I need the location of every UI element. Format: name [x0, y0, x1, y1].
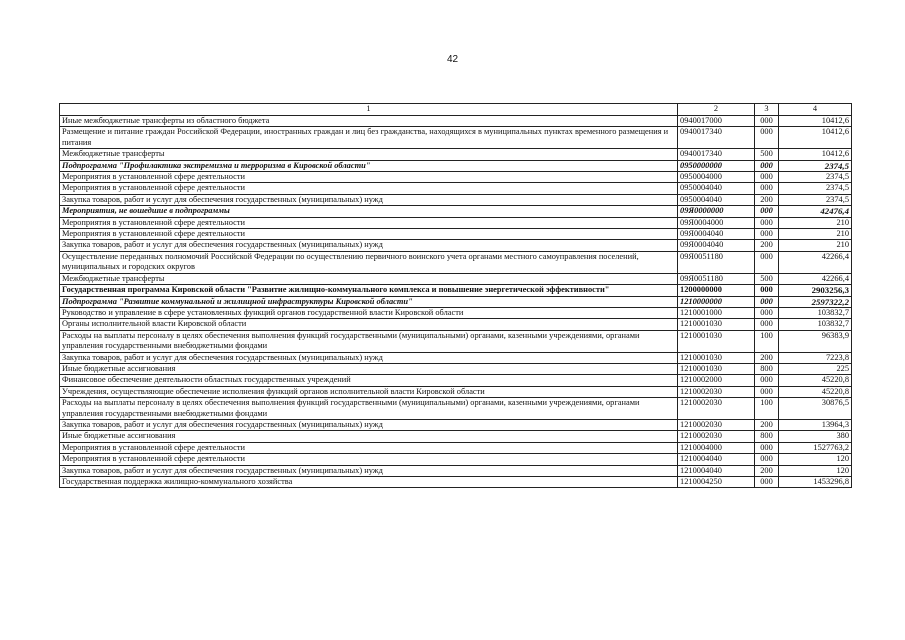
- budget-table: [59, 103, 852, 488]
- table-row: [60, 206, 852, 217]
- row-sum-cell: 10412,6: [779, 149, 852, 160]
- row-type-cell: 000: [755, 386, 779, 397]
- row-code-cell: 09Я0000000: [678, 206, 755, 217]
- row-type-cell: 200: [755, 419, 779, 430]
- row-sum-cell: 210: [779, 217, 852, 228]
- row-name-cell: Мероприятия в установленной сфере деятельности: [60, 183, 678, 194]
- row-code-cell: 1210002030: [678, 419, 755, 430]
- table-row: [60, 217, 852, 228]
- row-code-cell: 09Я0004040: [678, 229, 755, 240]
- row-sum-cell: 96383,9: [779, 330, 852, 352]
- row-code-cell: 09Я0051180: [678, 273, 755, 284]
- row-sum-cell: 1453296,8: [779, 477, 852, 488]
- row-name-cell: Иные бюджетные ассигнования: [60, 363, 678, 374]
- row-code-cell: 1210001030: [678, 319, 755, 330]
- table-row: [60, 194, 852, 205]
- row-type-cell: 000: [755, 251, 779, 273]
- table-row: [60, 398, 852, 420]
- row-sum-cell: 2374,5: [779, 183, 852, 194]
- row-code-cell: 1210001030: [678, 352, 755, 363]
- column-header-code: 2: [678, 104, 755, 116]
- column-header-type: 3: [755, 104, 779, 116]
- row-type-cell: 000: [755, 307, 779, 318]
- row-name-cell: Иные межбюджетные трансферты из областного бюджета: [60, 116, 678, 127]
- table-row: [60, 352, 852, 363]
- row-code-cell: 1210004250: [678, 477, 755, 488]
- row-name-cell: Мероприятия в установленной сфере деятельности: [60, 454, 678, 465]
- row-sum-cell: 1527763,2: [779, 442, 852, 453]
- row-name-cell: Руководство и управление в сфере установленных функций органов государственной власти Кировской области: [60, 307, 678, 318]
- row-name-cell: Закупка товаров, работ и услуг для обеспечения государственных (муниципальных) нужд: [60, 352, 678, 363]
- table-header-row: [60, 104, 852, 116]
- row-type-cell: 100: [755, 398, 779, 420]
- row-code-cell: 1210002030: [678, 386, 755, 397]
- row-code-cell: 1210002030: [678, 431, 755, 442]
- row-code-cell: 0950004040: [678, 194, 755, 205]
- row-code-cell: 0950004040: [678, 183, 755, 194]
- table-row: [60, 330, 852, 352]
- row-type-cell: 800: [755, 363, 779, 374]
- row-sum-cell: 42266,4: [779, 273, 852, 284]
- row-name-cell: Расходы на выплаты персоналу в целях обеспечения выполнения функций государственными (муниципальными) органами, казенными учреждениями, органами управления государственными внебюджетными фондами: [60, 330, 678, 352]
- row-name-cell: Расходы на выплаты персоналу в целях обеспечения выполнения функций государственными (муниципальными) органами, казенными учреждениями, органами управления государственными внебюджетными фондами: [60, 398, 678, 420]
- table-row: [60, 307, 852, 318]
- row-code-cell: 1210001030: [678, 330, 755, 352]
- row-name-cell: Мероприятия в установленной сфере деятельности: [60, 442, 678, 453]
- row-name-cell: Иные бюджетные ассигнования: [60, 431, 678, 442]
- row-sum-cell: 10412,6: [779, 127, 852, 149]
- table-row: [60, 454, 852, 465]
- row-name-cell: Мероприятия в установленной сфере деятельности: [60, 217, 678, 228]
- table-row: [60, 240, 852, 251]
- row-code-cell: 1210000000: [678, 296, 755, 307]
- row-name-cell: Учреждения, осуществляющие обеспечение исполнения функций органов исполнительной власти Кировской области: [60, 386, 678, 397]
- row-code-cell: 09Я0004000: [678, 217, 755, 228]
- row-type-cell: 000: [755, 319, 779, 330]
- row-type-cell: 200: [755, 194, 779, 205]
- table-row: [60, 273, 852, 284]
- table-row: [60, 296, 852, 307]
- table-row: [60, 319, 852, 330]
- row-type-cell: 000: [755, 217, 779, 228]
- table-row: [60, 363, 852, 374]
- table-row: [60, 251, 852, 273]
- row-name-cell: Осуществление переданных полномочий Российской Федерации по осуществлению первичного воинского учета органами местного самоуправления поселений, муниципальных и городских округов: [60, 251, 678, 273]
- row-code-cell: 0940017000: [678, 116, 755, 127]
- row-name-cell: Органы исполнительной власти Кировской области: [60, 319, 678, 330]
- column-header-name: 1: [60, 104, 678, 116]
- row-sum-cell: 2597322,2: [779, 296, 852, 307]
- row-code-cell: 1210002030: [678, 398, 755, 420]
- row-code-cell: 09Я0051180: [678, 251, 755, 273]
- column-header-sum: 4: [779, 104, 852, 116]
- row-code-cell: 0950000000: [678, 160, 755, 171]
- budget-table-body: [60, 104, 852, 488]
- table-row: [60, 431, 852, 442]
- table-row: [60, 465, 852, 476]
- row-name-cell: Межбюджетные трансферты: [60, 149, 678, 160]
- table-row: [60, 419, 852, 430]
- row-name-cell: Мероприятия в установленной сфере деятельности: [60, 229, 678, 240]
- row-name-cell: Закупка товаров, работ и услуг для обеспечения государственных (муниципальных) нужд: [60, 194, 678, 205]
- row-sum-cell: 10412,6: [779, 116, 852, 127]
- table-row: [60, 172, 852, 183]
- row-sum-cell: 380: [779, 431, 852, 442]
- table-row: [60, 285, 852, 296]
- row-name-cell: Межбюджетные трансферты: [60, 273, 678, 284]
- row-type-cell: 000: [755, 296, 779, 307]
- row-sum-cell: 45220,8: [779, 375, 852, 386]
- page-number: 42: [446, 54, 459, 65]
- row-name-cell: Государственная программа Кировской области "Развитие жилищно-коммунального комплекса и повышение энергетической эффективности": [60, 285, 678, 296]
- row-sum-cell: 120: [779, 454, 852, 465]
- table-row: [60, 386, 852, 397]
- row-code-cell: 1210001000: [678, 307, 755, 318]
- row-type-cell: 000: [755, 375, 779, 386]
- row-name-cell: Мероприятия, не вошедшие в подпрограммы: [60, 206, 678, 217]
- row-type-cell: 000: [755, 127, 779, 149]
- row-type-cell: 000: [755, 229, 779, 240]
- table-row: [60, 149, 852, 160]
- row-sum-cell: 225: [779, 363, 852, 374]
- row-sum-cell: 210: [779, 229, 852, 240]
- row-type-cell: 000: [755, 285, 779, 296]
- row-type-cell: 200: [755, 352, 779, 363]
- row-code-cell: 1210002000: [678, 375, 755, 386]
- row-name-cell: Государственная поддержка жилищно-коммунального хозяйства: [60, 477, 678, 488]
- row-name-cell: Размещение и питание граждан Российской Федерации, иностранных граждан и лиц без гражданства, находящихся в муниципальных пунктах временного размещения и питания: [60, 127, 678, 149]
- row-sum-cell: 42476,4: [779, 206, 852, 217]
- table-row: [60, 375, 852, 386]
- row-type-cell: 000: [755, 172, 779, 183]
- row-sum-cell: 120: [779, 465, 852, 476]
- row-type-cell: 000: [755, 454, 779, 465]
- row-code-cell: 09Я0004040: [678, 240, 755, 251]
- table-row: [60, 183, 852, 194]
- row-sum-cell: 103832,7: [779, 319, 852, 330]
- row-type-cell: 200: [755, 465, 779, 476]
- row-type-cell: 200: [755, 240, 779, 251]
- row-sum-cell: 7223,8: [779, 352, 852, 363]
- row-sum-cell: 13964,3: [779, 419, 852, 430]
- row-type-cell: 000: [755, 206, 779, 217]
- row-name-cell: Закупка товаров, работ и услуг для обеспечения государственных (муниципальных) нужд: [60, 240, 678, 251]
- row-sum-cell: 103832,7: [779, 307, 852, 318]
- table-row: [60, 116, 852, 127]
- table-row: [60, 477, 852, 488]
- row-name-cell: Финансовое обеспечение деятельности областных государственных учреждений: [60, 375, 678, 386]
- table-row: [60, 229, 852, 240]
- row-sum-cell: 2903256,3: [779, 285, 852, 296]
- row-type-cell: 000: [755, 183, 779, 194]
- row-type-cell: 800: [755, 431, 779, 442]
- table-row: [60, 160, 852, 171]
- row-sum-cell: 42266,4: [779, 251, 852, 273]
- row-type-cell: 500: [755, 149, 779, 160]
- row-code-cell: 1210001030: [678, 363, 755, 374]
- row-name-cell: Мероприятия в установленной сфере деятельности: [60, 172, 678, 183]
- row-sum-cell: 210: [779, 240, 852, 251]
- row-name-cell: Подпрограмма "Развитие коммунальной и жилищной инфраструктуры Кировской области": [60, 296, 678, 307]
- row-code-cell: 1200000000: [678, 285, 755, 296]
- row-sum-cell: 2374,5: [779, 160, 852, 171]
- row-type-cell: 000: [755, 116, 779, 127]
- row-name-cell: Закупка товаров, работ и услуг для обеспечения государственных (муниципальных) нужд: [60, 419, 678, 430]
- table-row: [60, 127, 852, 149]
- table-row: [60, 442, 852, 453]
- row-code-cell: 0940017340: [678, 149, 755, 160]
- row-type-cell: 500: [755, 273, 779, 284]
- row-sum-cell: 2374,5: [779, 194, 852, 205]
- row-type-cell: 100: [755, 330, 779, 352]
- row-code-cell: 0940017340: [678, 127, 755, 149]
- row-code-cell: 0950004000: [678, 172, 755, 183]
- row-code-cell: 1210004000: [678, 442, 755, 453]
- row-name-cell: Подпрограмма "Профилактика экстремизма и терроризма в Кировской области": [60, 160, 678, 171]
- row-sum-cell: 30876,5: [779, 398, 852, 420]
- row-type-cell: 000: [755, 160, 779, 171]
- row-name-cell: Закупка товаров, работ и услуг для обеспечения государственных (муниципальных) нужд: [60, 465, 678, 476]
- row-code-cell: 1210004040: [678, 454, 755, 465]
- row-sum-cell: 45220,8: [779, 386, 852, 397]
- row-sum-cell: 2374,5: [779, 172, 852, 183]
- row-type-cell: 000: [755, 442, 779, 453]
- row-type-cell: 000: [755, 477, 779, 488]
- row-code-cell: 1210004040: [678, 465, 755, 476]
